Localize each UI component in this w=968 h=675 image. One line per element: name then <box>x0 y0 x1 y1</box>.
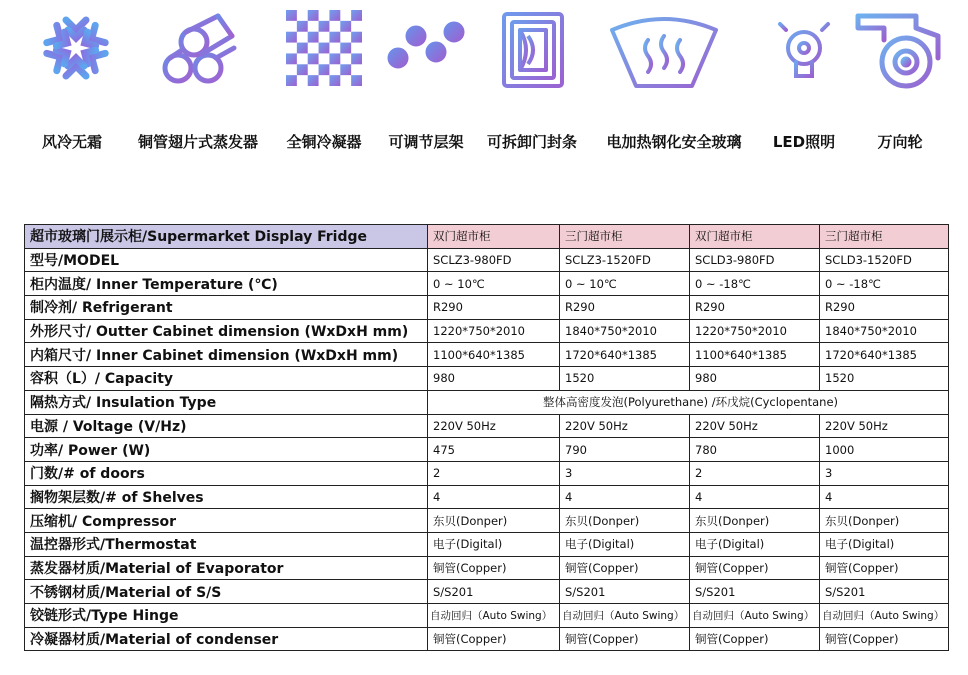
row-value: 1840*750*2010 <box>560 319 690 343</box>
row-label: 门数/# of doors <box>25 461 428 485</box>
row-value: 铜管(Copper) <box>560 627 690 651</box>
feature-removable-seal <box>472 0 592 170</box>
checker-cell <box>329 53 340 64</box>
row-value: 0 ~ -18℃ <box>690 272 820 296</box>
row-value: 1000 <box>820 438 949 462</box>
row-label: 不锈钢材质/Material of S/S <box>25 580 428 604</box>
row-value: 1100*640*1385 <box>690 343 820 367</box>
table-row <box>25 556 949 580</box>
checker-cell <box>308 75 319 86</box>
row-label: 隔热方式/ Insulation Type <box>25 390 428 414</box>
checker-cell <box>329 10 340 21</box>
header-column: 双门超市柜 <box>428 225 560 249</box>
row-value: S/S201 <box>428 580 560 604</box>
header-column: 双门超市柜 <box>690 225 820 249</box>
row-label: 铰链形式/Type Hinge <box>25 604 428 628</box>
checker-cell <box>286 32 297 43</box>
row-value: 0 ~ 10℃ <box>428 272 560 296</box>
checker-cell <box>308 10 319 21</box>
checker-cell <box>297 21 308 32</box>
table-header-row <box>25 225 949 249</box>
table-row <box>25 604 949 628</box>
feature-label: LED照明 <box>772 133 836 151</box>
row-value: R290 <box>690 296 820 320</box>
row-value: 自动回归（Auto Swing） <box>560 604 690 628</box>
row-value: 铜管(Copper) <box>428 556 560 580</box>
row-value: 铜管(Copper) <box>560 556 690 580</box>
checker-cell <box>319 43 330 54</box>
row-label: 外形尺寸/ Outter Cabinet dimension (WxDxH mm) <box>25 319 428 343</box>
table-row <box>25 272 949 296</box>
feature-heated-glass <box>604 0 742 170</box>
row-value: 东贝(Donper) <box>428 509 560 533</box>
row-value: 790 <box>560 438 690 462</box>
row-label: 功率/ Power (W) <box>25 438 428 462</box>
table-row <box>25 509 949 533</box>
spec-table <box>24 224 949 651</box>
heated-glass-icon <box>608 10 720 90</box>
table-row <box>25 461 949 485</box>
row-value: 1220*750*2010 <box>428 319 560 343</box>
table-row <box>25 414 949 438</box>
row-value: 2 <box>428 461 560 485</box>
row-value: 东贝(Donper) <box>560 509 690 533</box>
row-label: 内箱尺寸/ Inner Cabinet dimension (WxDxH mm) <box>25 343 428 367</box>
row-value: 铜管(Copper) <box>820 556 949 580</box>
row-value: 自动回归（Auto Swing） <box>820 604 949 628</box>
row-label: 型号/MODEL <box>25 248 428 272</box>
header-label: 超市玻璃门展示柜/Supermarket Display Fridge <box>25 225 428 249</box>
row-value: S/S201 <box>820 580 949 604</box>
checker-cell <box>297 64 308 75</box>
row-value: SCLD3-980FD <box>690 248 820 272</box>
row-value: S/S201 <box>690 580 820 604</box>
row-value: 220V 50Hz <box>820 414 949 438</box>
row-value: 220V 50Hz <box>428 414 560 438</box>
snowflake-icon <box>38 10 114 86</box>
row-value: 0 ~ -18℃ <box>820 272 949 296</box>
checker-cell <box>308 53 319 64</box>
checker-cell <box>340 21 351 32</box>
row-label: 容积（L）/ Capacity <box>25 367 428 391</box>
row-value: R290 <box>428 296 560 320</box>
copper-tubes-icon <box>156 10 240 86</box>
row-value: 自动回归（Auto Swing） <box>428 604 560 628</box>
row-label: 电源 / Voltage (V/Hz) <box>25 414 428 438</box>
table-row <box>25 390 949 414</box>
row-label: 温控器形式/Thermostat <box>25 532 428 556</box>
checker-cell <box>286 53 297 64</box>
row-label: 蒸发器材质/Material of Evaporator <box>25 556 428 580</box>
table-row <box>25 367 949 391</box>
checkerboard-icon <box>286 10 362 86</box>
table-row <box>25 343 949 367</box>
feature-label: 全铜冷凝器 <box>286 133 362 151</box>
header-column: 三门超市柜 <box>560 225 690 249</box>
feature-label: 铜管翅片式蒸发器 <box>137 133 259 151</box>
row-value: 1840*750*2010 <box>820 319 949 343</box>
checker-cell <box>351 53 362 64</box>
row-value: 3 <box>560 461 690 485</box>
row-value: 980 <box>690 367 820 391</box>
row-value: 电子(Digital) <box>560 532 690 556</box>
feature-copper-evaporator <box>137 0 260 170</box>
checker-cell <box>319 21 330 32</box>
row-value: R290 <box>560 296 690 320</box>
row-value: 220V 50Hz <box>690 414 820 438</box>
row-value: 1100*640*1385 <box>428 343 560 367</box>
table-row <box>25 580 949 604</box>
row-value: 自动回归（Auto Swing） <box>690 604 820 628</box>
row-value: SCLZ3-980FD <box>428 248 560 272</box>
row-value: 铜管(Copper) <box>690 627 820 651</box>
table-row <box>25 296 949 320</box>
row-value: 0 ~ 10℃ <box>560 272 690 296</box>
table-row <box>25 532 949 556</box>
checker-cell <box>297 43 308 54</box>
row-value: 东贝(Donper) <box>820 509 949 533</box>
checker-cell <box>329 75 340 86</box>
checker-cell <box>286 10 297 21</box>
row-value: 3 <box>820 461 949 485</box>
row-value: 780 <box>690 438 820 462</box>
feature-label: 可拆卸门封条 <box>486 133 578 151</box>
row-value: 电子(Digital) <box>428 532 560 556</box>
feature-label: 可调节层架 <box>388 133 464 151</box>
row-value: 475 <box>428 438 560 462</box>
checker-cell <box>329 32 340 43</box>
row-value: 1520 <box>820 367 949 391</box>
door-seal-icon <box>498 10 568 90</box>
row-value: 2 <box>690 461 820 485</box>
checker-cell <box>286 75 297 86</box>
header-column: 三门超市柜 <box>820 225 949 249</box>
row-value: SCLZ3-1520FD <box>560 248 690 272</box>
row-label: 冷凝器材质/Material of condenser <box>25 627 428 651</box>
checker-cell <box>340 64 351 75</box>
table-row <box>25 627 949 651</box>
row-value: 980 <box>428 367 560 391</box>
checker-cell <box>351 75 362 86</box>
spec-table-body <box>25 225 949 651</box>
sliders-icon <box>386 10 466 88</box>
row-value: R290 <box>820 296 949 320</box>
row-value: S/S201 <box>560 580 690 604</box>
row-value: 1720*640*1385 <box>560 343 690 367</box>
feature-label: 电加热钢化安全玻璃 <box>606 133 742 151</box>
row-value: 电子(Digital) <box>690 532 820 556</box>
features-row <box>0 0 968 170</box>
row-value: 铜管(Copper) <box>820 627 949 651</box>
row-value-merged: 整体高密度发泡(Polyurethane) /环戊烷(Cyclopentane) <box>428 390 949 414</box>
row-label: 柜内温度/ Inner Temperature (℃) <box>25 272 428 296</box>
checker-cell <box>351 10 362 21</box>
table-row <box>25 319 949 343</box>
table-row <box>25 248 949 272</box>
checker-cell <box>308 32 319 43</box>
row-value: 铜管(Copper) <box>428 627 560 651</box>
table-row <box>25 485 949 509</box>
row-label: 搁物架层数/# of Shelves <box>25 485 428 509</box>
row-label: 制冷剂/ Refrigerant <box>25 296 428 320</box>
feature-adjustable-shelves <box>366 0 486 170</box>
row-value: 东贝(Donper) <box>690 509 820 533</box>
row-value: SCLD3-1520FD <box>820 248 949 272</box>
row-value: 220V 50Hz <box>560 414 690 438</box>
feature-air-cooled <box>16 0 136 170</box>
row-value: 4 <box>820 485 949 509</box>
row-value: 4 <box>428 485 560 509</box>
checker-cell <box>340 43 351 54</box>
table-row <box>25 438 949 462</box>
row-value: 1720*640*1385 <box>820 343 949 367</box>
row-value: 4 <box>560 485 690 509</box>
row-value: 电子(Digital) <box>820 532 949 556</box>
feature-label: 风冷无霜 <box>41 133 103 151</box>
row-value: 铜管(Copper) <box>690 556 820 580</box>
led-bulb-icon <box>764 10 844 92</box>
checker-cell <box>319 64 330 75</box>
row-value: 4 <box>690 485 820 509</box>
checker-cell <box>351 32 362 43</box>
row-value: 1220*750*2010 <box>690 319 820 343</box>
feature-caster-wheels <box>840 0 960 170</box>
row-value: 1520 <box>560 367 690 391</box>
caster-wheel-icon <box>854 10 946 90</box>
row-label: 压缩机/ Compressor <box>25 509 428 533</box>
feature-label: 万向轮 <box>877 133 923 151</box>
